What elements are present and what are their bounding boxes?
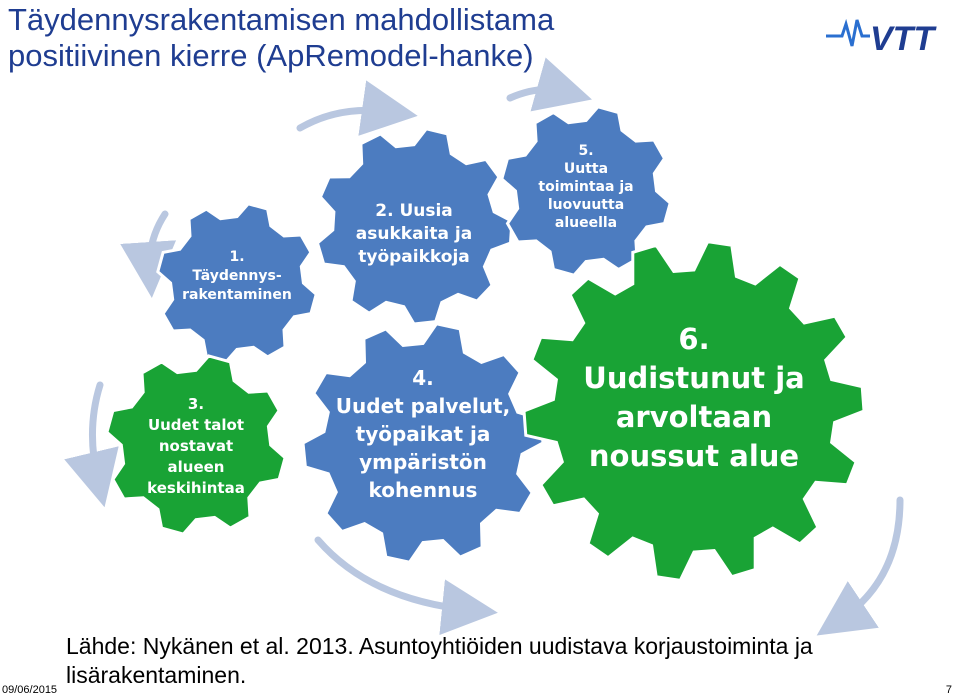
gear-4-label-line: kohennus xyxy=(368,478,478,502)
cycle-arrow-icon xyxy=(840,500,900,620)
gear-5-label-line: Uutta xyxy=(563,161,609,177)
gear-6-label-line: Uudistunut ja xyxy=(583,361,805,395)
gear-2 xyxy=(318,129,512,324)
source-line-2: lisärakentaminen. xyxy=(66,662,247,688)
source-line-1: Lähde: Nykänen et al. 2013. Asuntoyhtiöiden uudistava korjaustoiminta ja xyxy=(66,633,813,659)
cycle-arrow-icon xyxy=(510,90,565,98)
gear-6-label-line: 6. xyxy=(678,322,710,356)
gears-layer xyxy=(107,107,864,581)
gear-4-label-line: ympäristön xyxy=(359,450,487,474)
gear-1-label-line: Täydennys- xyxy=(192,268,282,284)
gear-1-label-line: 1. xyxy=(229,249,245,265)
gear-3 xyxy=(107,356,285,534)
gear-4-label-line: työpaikat ja xyxy=(355,422,491,446)
gear-5-label-line: luovuutta xyxy=(547,197,625,213)
title-line-2: positiivinen kierre (ApRemodel-hanke) xyxy=(8,38,534,73)
gear-4 xyxy=(303,324,543,562)
gear-4-label-line: Uudet palvelut, xyxy=(335,394,511,418)
gear-5-label-line: toimintaa ja xyxy=(538,179,634,195)
footer-date: 09/06/2015 xyxy=(2,684,58,696)
logo-text: VTT xyxy=(870,20,935,58)
page-number: 7 xyxy=(945,684,952,696)
gear-1 xyxy=(158,204,316,362)
gear-6-label-line: noussut alue xyxy=(588,439,800,473)
cycle-arrow-icon xyxy=(92,385,100,480)
gear-5-label-line: alueella xyxy=(554,215,618,231)
gear-2-label-line: 2. Uusia xyxy=(375,201,453,221)
gear-2-label-line: asukkaita ja xyxy=(355,224,473,244)
gear-4-label-line: 4. xyxy=(412,366,434,390)
gear-6 xyxy=(524,242,864,581)
source-citation xyxy=(66,632,956,690)
gear-3-label-line: 3. xyxy=(187,395,205,413)
gear-3-label-line: alueen xyxy=(167,458,225,476)
cycle-arrow-icon xyxy=(300,110,390,128)
gear-2-label-line: työpaikkoja xyxy=(358,247,470,267)
gear-5-label-line: 5. xyxy=(578,143,594,159)
gear-6-label-line: arvoltaan xyxy=(615,400,773,434)
gear-3-label-line: keskihintaa xyxy=(147,479,245,497)
gear-3-label-line: Uudet talot xyxy=(147,416,245,434)
gear-3-label-line: nostavat xyxy=(158,437,234,455)
gear-1-label-line: rakentaminen xyxy=(182,287,292,303)
title-line-1: Täydennysrakentamisen mahdollistama xyxy=(8,2,555,37)
